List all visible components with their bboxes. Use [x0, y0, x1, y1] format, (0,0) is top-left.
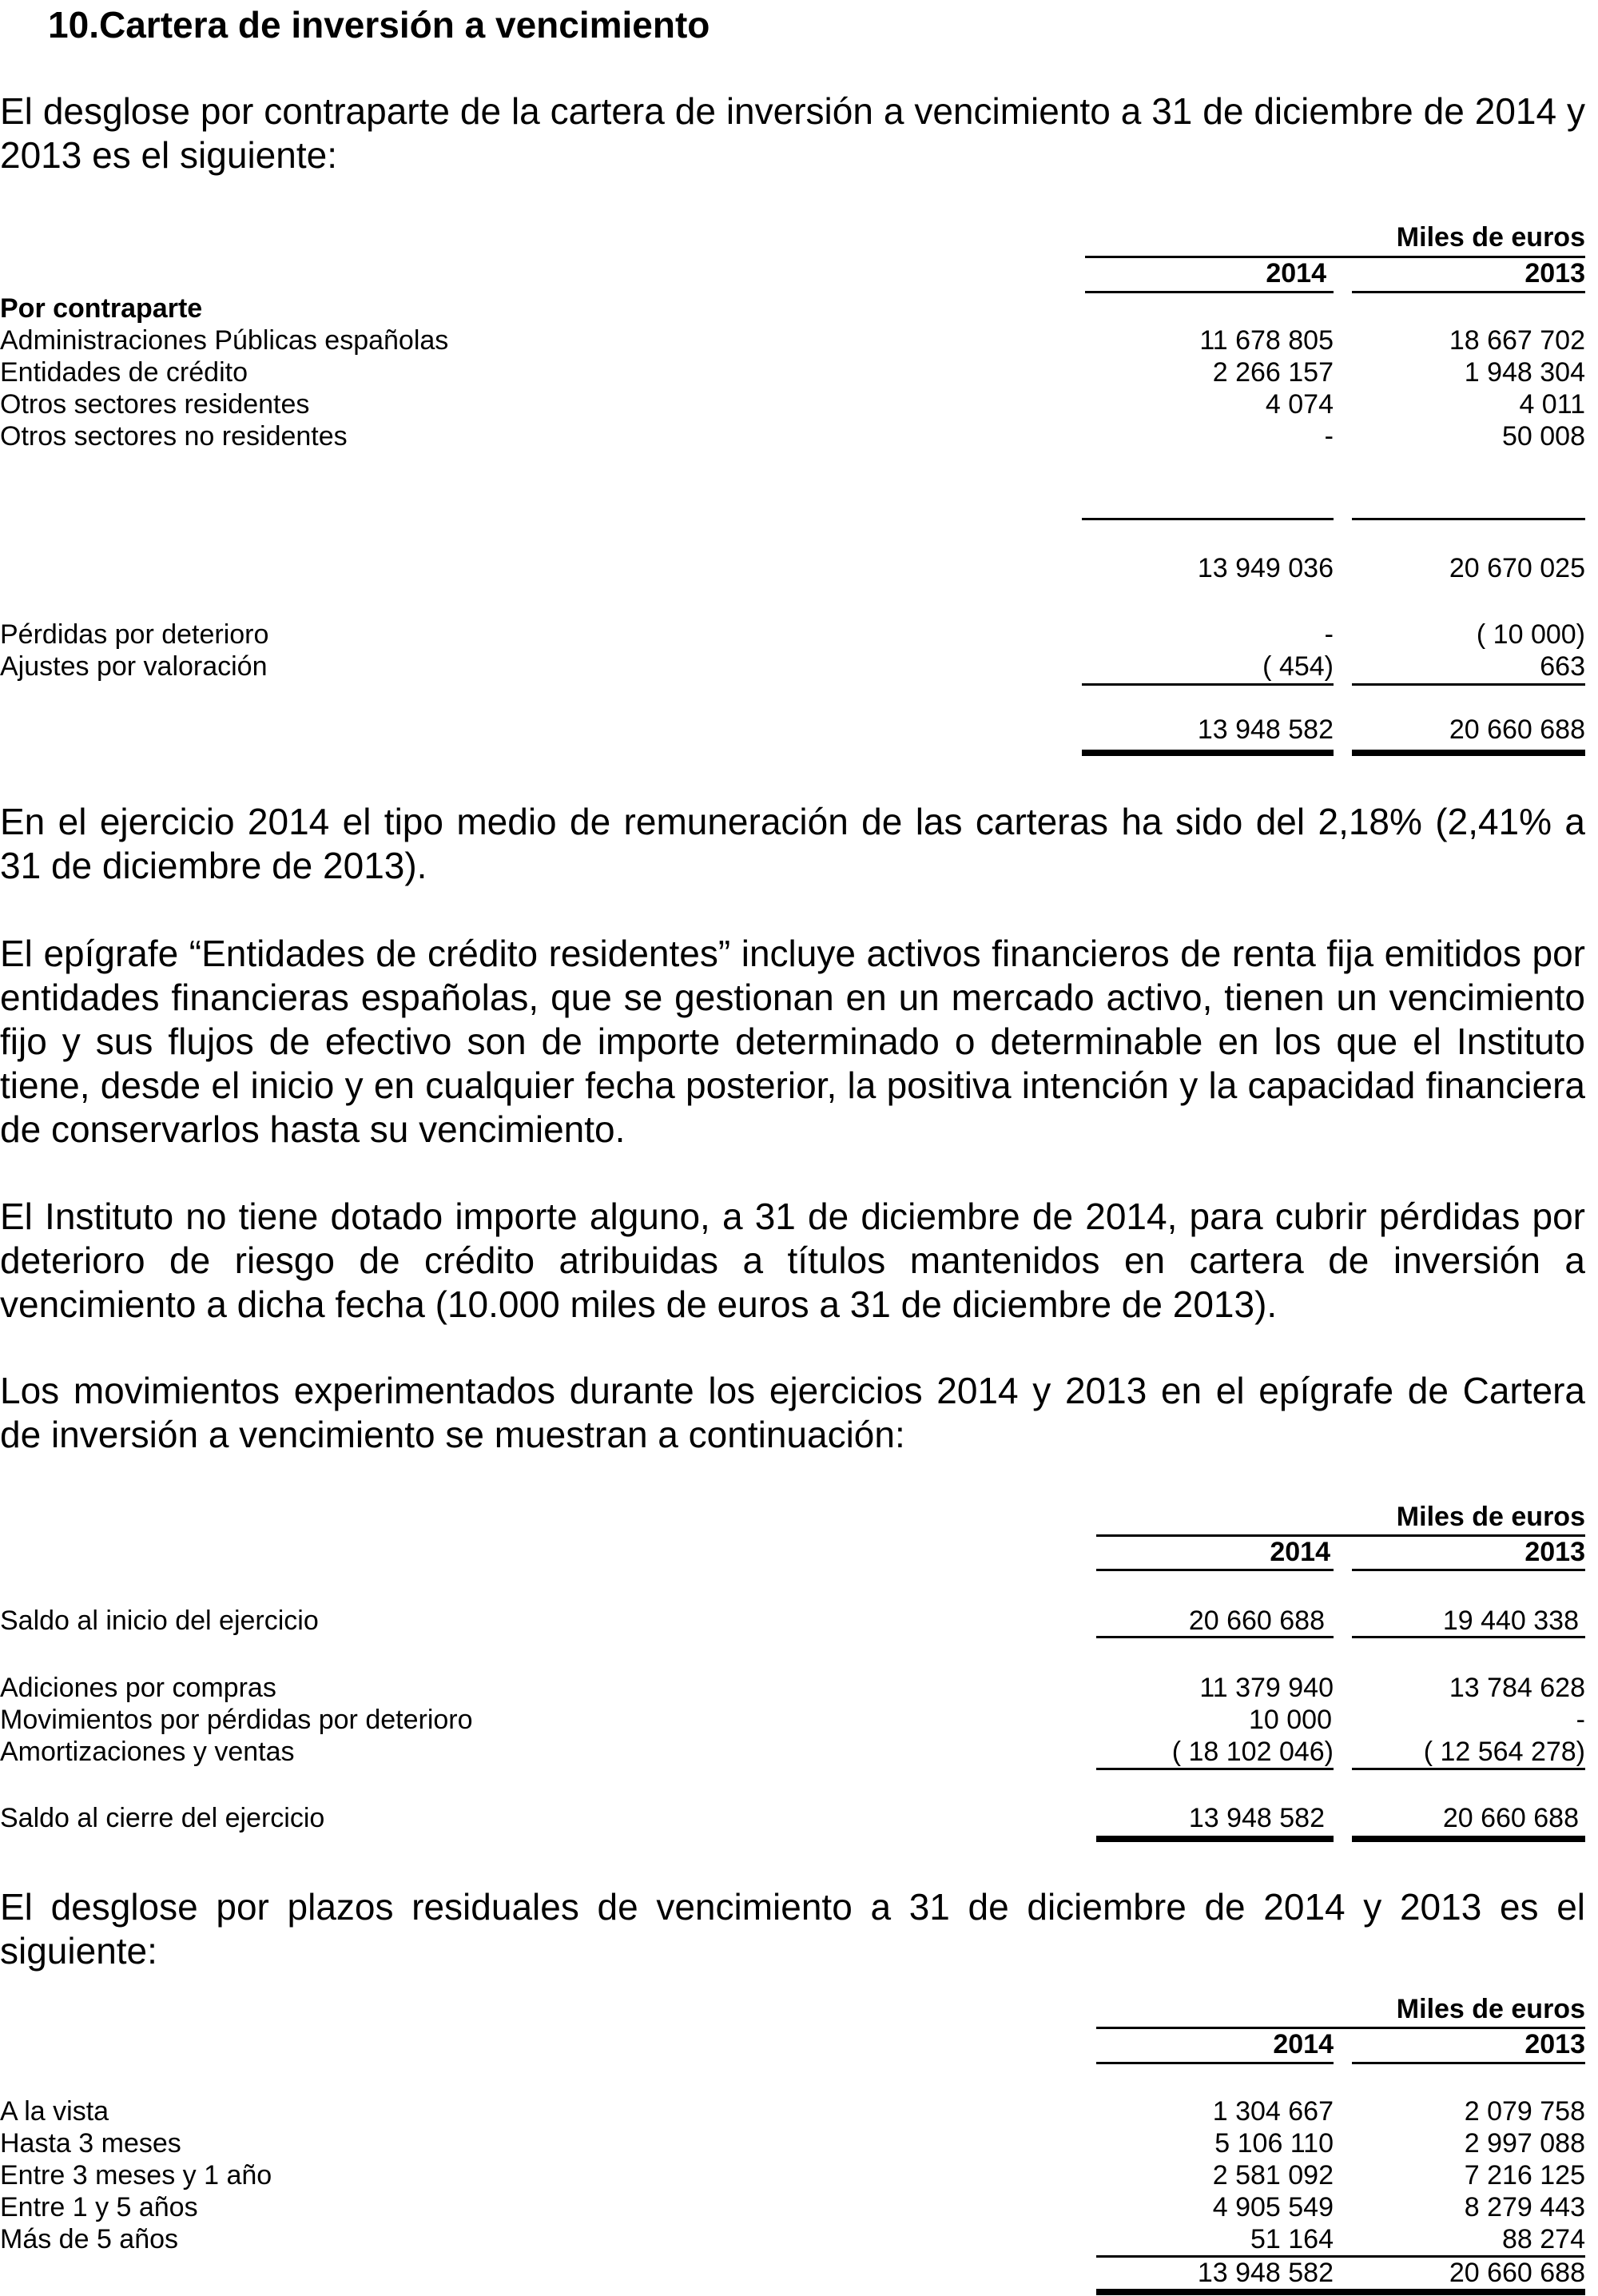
adjustment-value-2013: ( 10 000): [1476, 619, 1585, 650]
total-2014: 13 948 582: [1197, 714, 1334, 745]
row-value-2014: 2 266 157: [1212, 357, 1334, 388]
maturity-row-label: Entre 3 meses y 1 año: [0, 2160, 272, 2191]
opening-balance-label: Saldo al inicio del ejercicio: [0, 1606, 319, 1636]
subtotal-2014: 13 949 036: [1197, 553, 1334, 583]
total-rule-2014: [1082, 683, 1334, 686]
maturity-total-2013: 20 660 688: [1449, 2258, 1585, 2288]
maturity-total-2014: 13 948 582: [1197, 2258, 1334, 2288]
intro-paragraph: El desglose por contraparte de la cartera de inversión a vencimiento a 31 de diciembre de 2014 y 2013 es el siguiente:: [0, 90, 1585, 176]
maturity-paragraph: El desglose por plazos residuales de vencimiento a 31 de diciembre de 2014 y 2013 es el siguiente:: [0, 1886, 1585, 1972]
group-label: Por contraparte: [0, 293, 203, 324]
row-value-2013: 1 948 304: [1464, 357, 1585, 388]
section-number: 10.: [48, 4, 99, 46]
movement-label: Amortizaciones y ventas: [0, 1737, 295, 1767]
credit-entities-paragraph: El epígrafe “Entidades de crédito residentes” incluye activos financieros de renta fija emitidos por entidades financieras españolas, que se gestionan en un mercado activo, tienen un vencimiento fijo y sus flujos de efectivo son de importe determinado o determinable en los que el Instituto tiene, desde el inicio y en cualquier fecha posterior, la positiva intención y la capacidad financiera de conservarlos hasta su vencimiento.: [0, 933, 1585, 1150]
maturity-value-2014: 2 581 092: [1212, 2160, 1334, 2191]
maturity-value-2014: 4 905 549: [1212, 2192, 1334, 2222]
impairment-paragraph: El Instituto no tiene dotado importe alguno, a 31 de diciembre de 2014, para cubrir pérdidas por deterioro de riesgo de crédito atribuidas a títulos mantenidos en cartera de inversión a vencimiento a dicha fecha (10.000 miles de euros a 31 de diciembre de 2013).: [0, 1196, 1585, 1325]
row-label: Otros sectores residentes: [0, 389, 310, 420]
movement-label: Movimientos por pérdidas por deterioro: [0, 1705, 473, 1735]
closing-balance-2013: 20 660 688: [1442, 1803, 1579, 1833]
closing-double-rule-2014: [1096, 1836, 1334, 1842]
col-2014-rule: [1085, 291, 1334, 293]
row-value-2013: 18 667 702: [1449, 325, 1585, 356]
maturity-row-label: Más de 5 años: [0, 2224, 179, 2254]
maturity-row-label: Hasta 3 meses: [0, 2128, 181, 2159]
opening-rule-2014: [1096, 1636, 1334, 1638]
movements-paragraph: Los movimientos experimentados durante los ejercicios 2014 y 2013 en el epígrafe de Cartera de inversión a vencimiento se muestran a continuación:: [0, 1370, 1585, 1455]
total-double-rule-2013: [1352, 750, 1585, 756]
maturity-value-2013: 7 216 125: [1464, 2160, 1585, 2191]
row-label: Otros sectores no residentes: [0, 421, 348, 452]
section-heading: [0, 3, 710, 46]
maturity-row-label: Entre 1 y 5 años: [0, 2192, 198, 2222]
closing-balance-label: Saldo al cierre del ejercicio: [0, 1803, 325, 1833]
movement-value-2014: ( 18 102 046): [1171, 1737, 1334, 1767]
unit-header: Miles de euros: [1396, 1502, 1585, 1532]
closing-rule-2013: [1352, 1768, 1585, 1770]
maturity-value-2014: 5 106 110: [1214, 2128, 1334, 2159]
closing-balance-2014: 13 948 582: [1188, 1803, 1325, 1833]
row-value-2013: 4 011: [1519, 389, 1585, 420]
col-2013-header: 2013: [1524, 1537, 1585, 1567]
adjustment-value-2014: -: [1324, 619, 1334, 650]
opening-balance-2013: 19 440 338: [1442, 1606, 1579, 1636]
movement-value-2014: 10 000: [1249, 1705, 1332, 1735]
movement-label: Adiciones por compras: [0, 1673, 276, 1703]
total-rule-2013: [1352, 683, 1585, 686]
maturity-value-2013: 2 997 088: [1464, 2128, 1585, 2159]
row-value-2014: 4 074: [1265, 389, 1334, 420]
maturity-value-2014: 1 304 667: [1212, 2096, 1334, 2127]
row-label: Entidades de crédito: [0, 357, 248, 388]
closing-double-rule-2013: [1352, 1836, 1585, 1842]
total-double-rule-2014: [1082, 750, 1334, 756]
closing-rule-2014: [1096, 1768, 1334, 1770]
adjustment-label: Pérdidas por deterioro: [0, 619, 269, 650]
row-value-2013: 50 008: [1502, 421, 1585, 452]
col-2013-rule: [1352, 2062, 1585, 2064]
row-value-2014: 11 678 805: [1199, 325, 1334, 356]
col-2014-header: 2014: [1270, 1537, 1330, 1567]
col-2013-rule: [1352, 291, 1585, 293]
maturity-value-2013: 8 279 443: [1464, 2192, 1585, 2222]
maturity-value-2014: 51 164: [1250, 2224, 1334, 2254]
maturity-double-rule: [1096, 2289, 1585, 2295]
col-2014-header: 2014: [1273, 2029, 1334, 2059]
unit-header: Miles de euros: [1396, 1994, 1585, 2024]
opening-rule-2013: [1352, 1636, 1585, 1638]
row-label: Administraciones Públicas españolas: [0, 325, 449, 356]
adjustment-label: Ajustes por valoración: [0, 651, 268, 682]
opening-balance-2014: 20 660 688: [1188, 1606, 1325, 1636]
maturity-value-2013: 88 274: [1502, 2224, 1585, 2254]
maturity-row-label: A la vista: [0, 2096, 109, 2127]
col-2013-header: 2013: [1524, 2029, 1585, 2059]
yield-paragraph: En el ejercicio 2014 el tipo medio de remuneración de las carteras ha sido del 2,18% (2,41% a 31 de diciembre de 2013).: [0, 801, 1585, 886]
subtotal-rule-2014: [1082, 518, 1334, 520]
col-2014-header: 2014: [1266, 258, 1326, 288]
subtotal-rule-2013: [1352, 518, 1585, 520]
maturity-value-2013: 2 079 758: [1464, 2096, 1585, 2127]
col-2013-header: 2013: [1524, 258, 1585, 288]
movement-value-2013: ( 12 564 278): [1423, 1737, 1585, 1767]
movement-value-2013: -: [1576, 1705, 1585, 1735]
adjustment-value-2013: 663: [1540, 651, 1585, 682]
section-title: Cartera de inversión a vencimiento: [99, 4, 710, 46]
movement-value-2013: 13 784 628: [1449, 1673, 1585, 1703]
total-2013: 20 660 688: [1449, 714, 1585, 745]
row-value-2014: -: [1324, 421, 1334, 452]
movement-value-2014: 11 379 940: [1199, 1673, 1334, 1703]
adjustment-value-2014: ( 454): [1262, 651, 1334, 682]
col-2014-rule: [1096, 1569, 1334, 1571]
col-2013-rule: [1352, 1569, 1585, 1571]
subtotal-2013: 20 670 025: [1449, 553, 1585, 583]
col-2014-rule: [1096, 2062, 1334, 2064]
unit-header: Miles de euros: [1396, 222, 1585, 253]
